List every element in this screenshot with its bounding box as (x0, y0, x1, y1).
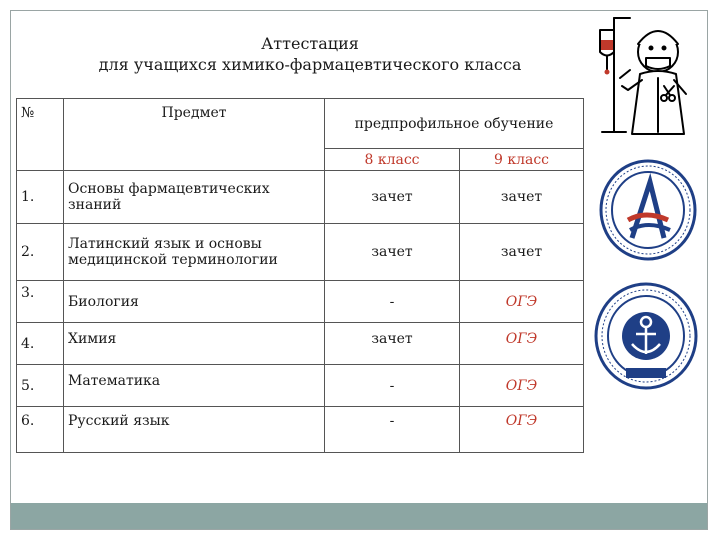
subject-line: медицинской терминологии (68, 252, 278, 268)
row-num: 6. (17, 407, 64, 453)
row-grade8: - (325, 365, 460, 407)
row-grade9: зачет (460, 171, 584, 224)
row-subject (64, 171, 325, 224)
page-title (40, 33, 580, 75)
row-grade9: зачет (460, 224, 584, 281)
subject-line: знаний (68, 197, 122, 213)
row-grade8: зачет (325, 323, 460, 365)
row-subject: Математика (64, 365, 325, 407)
row-grade8: - (325, 281, 460, 323)
row-num: 2. (17, 224, 64, 281)
row-subject: Русский язык (64, 407, 325, 453)
row-num: 5. (17, 365, 64, 407)
row-grade9: ОГЭ (460, 281, 584, 323)
table-row (17, 365, 584, 407)
row-grade8: зачет (325, 224, 460, 281)
row-subject: Биология (64, 281, 325, 323)
subject-line: Основы фармацевтических (68, 181, 270, 197)
row-grade9: ОГЭ (460, 323, 584, 365)
row-grade8: - (325, 407, 460, 453)
header-row (17, 99, 584, 149)
header-preprofile: предпрофильное обучение (325, 99, 584, 149)
header-grade8: 8 класс (325, 149, 460, 171)
title-line-2: для учащихся химико-фармацевтического класса (98, 55, 522, 74)
table-row (17, 281, 584, 323)
row-grade8: зачет (325, 171, 460, 224)
header-subject: Предмет (64, 99, 325, 171)
row-grade9: ОГЭ (460, 407, 584, 453)
row-num: 3. (17, 281, 64, 323)
attestation-table (16, 98, 584, 453)
doctor-iv-icon (594, 14, 702, 140)
row-num: 1. (17, 171, 64, 224)
header-num: № (17, 99, 64, 171)
title-line-1: Аттестация (261, 34, 359, 53)
table-row (17, 224, 584, 281)
row-subject: Химия (64, 323, 325, 365)
subject-line: Латинский язык и основы (68, 236, 262, 252)
row-grade9: ОГЭ (460, 365, 584, 407)
row-subject (64, 224, 325, 281)
footer-bar (11, 503, 707, 529)
header-grade9: 9 класс (460, 149, 584, 171)
iso-9001-seal-icon (594, 282, 698, 390)
university-seal-icon (598, 158, 698, 262)
table-row (17, 323, 584, 365)
table-row (17, 171, 584, 224)
table-row (17, 407, 584, 453)
row-num: 4. (17, 323, 64, 365)
